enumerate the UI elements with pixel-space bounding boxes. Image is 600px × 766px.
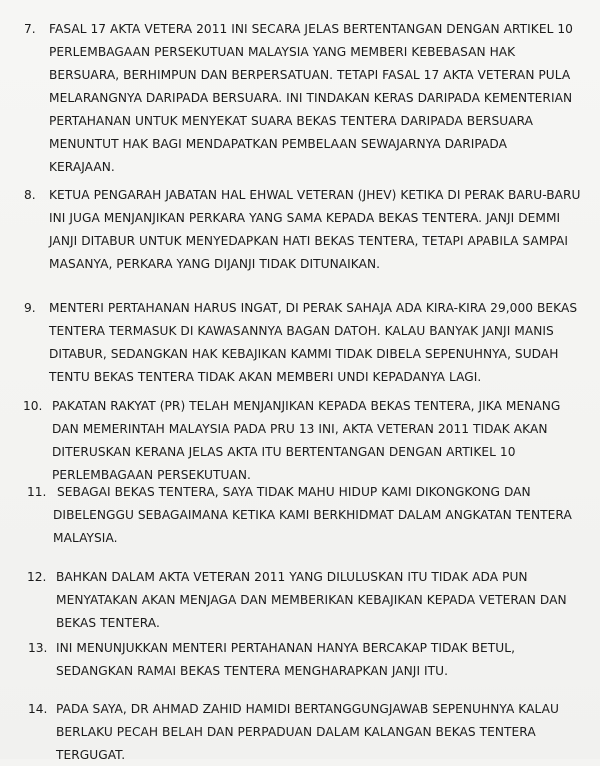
item-text-line: SEBAGAI BEKAS TENTERA, SAYA TIDAK MAHU HIDUP KAMI DIKONGKONG DAN: [57, 485, 531, 499]
item-number: 12.: [27, 570, 47, 584]
item-text-line: PAKATAN RAKYAT (PR) TELAH MENJANJIKAN KEPADA BEKAS TENTERA, JIKA MENANG: [52, 399, 561, 413]
item-text-line: BERLAKU PECAH BELAH DAN PERPADUAN DALAM KALANGAN BEKAS TENTERA: [56, 725, 536, 739]
item-text-line: MASANYA, PERKARA YANG DIJANJI TIDAK DITUNAIKAN.: [49, 257, 381, 271]
item-text-line: INI JUGA MENJANJIKAN PERKARA YANG SAMA KEPADA BEKAS TENTERA. JANJI DEMMI: [49, 211, 561, 225]
item-text-line: PERLEMBAGAAN PERSEKUTUAN MALAYSIA YANG MEMBERI KEBEBASAN HAK: [49, 45, 516, 59]
item-text-line: KERAJAAN.: [49, 160, 115, 174]
item-text-line: FASAL 17 AKTA VETERA 2011 INI SECARA JELAS BERTENTANGAN DENGAN ARTIKEL 10: [49, 22, 573, 36]
item-text-line: BERSUARA, BERHIMPUN DAN BERPERSATUAN. TETAPI FASAL 17 AKTA VETERAN PULA: [49, 68, 571, 82]
item-text-line: MENTERI PERTAHANAN HARUS INGAT, DI PERAK SAHAJA ADA KIRA-KIRA 29,000 BEKAS: [49, 301, 578, 315]
item-number: 9.: [24, 301, 36, 315]
item-number: 7.: [24, 22, 36, 36]
item-number: 10.: [23, 399, 43, 413]
item-text-line: INI MENUNJUKKAN MENTERI PERTAHANAN HANYA BERCAKAP TIDAK BETUL,: [56, 641, 516, 655]
item-number: 14.: [28, 702, 48, 716]
item-text-line: TERGUGAT.: [56, 748, 126, 762]
item-number: 11.: [27, 485, 47, 499]
item-text-line: DIBELENGGU SEBAGAIMANA KETIKA KAMI BERKHIDMAT DALAM ANGKATAN TENTERA: [53, 508, 572, 522]
item-number: 8.: [24, 188, 36, 202]
item-text-line: TENTERA TERMASUK DI KAWASANNYA BAGAN DATOH. KALAU BANYAK JANJI MANIS: [49, 324, 554, 338]
item-text-line: BEKAS TENTERA.: [56, 616, 160, 630]
item-number: 13.: [28, 641, 48, 655]
item-text-line: DAN MEMERINTAH MALAYSIA PADA PRU 13 INI, AKTA VETERAN 2011 TIDAK AKAN: [52, 422, 548, 436]
item-text-line: MENUNTUT HAK BAGI MENDAPATKAN PEMBELAAN SEWAJARNYA DARIPADA: [49, 137, 507, 151]
item-text-line: MENYATAKAN AKAN MENJAGA DAN MEMBERIKAN KEBAJIKAN KEPADA VETERAN DAN: [56, 593, 567, 607]
item-text-line: PERTAHANAN UNTUK MENYEKAT SUARA BEKAS TENTERA DARIPADA BERSUARA: [49, 114, 534, 128]
item-text-line: MELARANGNYA DARIPADA BERSUARA. INI TINDAKAN KERAS DARIPADA KEMENTERIAN: [49, 91, 573, 105]
item-text-line: PADA SAYA, DR AHMAD ZAHID HAMIDI BERTANGGUNGJAWAB SEPENUHNYA KALAU: [56, 702, 559, 716]
item-text-line: BAHKAN DALAM AKTA VETERAN 2011 YANG DILULUSKAN ITU TIDAK ADA PUN: [56, 570, 528, 584]
item-text-line: PERLEMBAGAAN PERSEKUTUAN.: [52, 468, 251, 482]
item-text-line: KETUA PENGARAH JABATAN HAL EHWAL VETERAN (JHEV) KETIKA DI PERAK BARU-BARU: [49, 188, 581, 202]
item-text-line: SEDANGKAN RAMAI BEKAS TENTERA MENGHARAPKAN JANJI ITU.: [56, 664, 449, 678]
item-text-line: TENTU BEKAS TENTERA TIDAK AKAN MEMBERI UNDI KEPADANYA LAGI.: [49, 370, 482, 384]
item-text-line: DITERUSKAN KERANA JELAS AKTA ITU BERTENTANGAN DENGAN ARTIKEL 10: [52, 445, 516, 459]
item-text-line: MALAYSIA.: [53, 531, 118, 545]
item-text-line: JANJI DITABUR UNTUK MENYEDAPKAN HATI BEKAS TENTERA, TETAPI APABILA SAMPAI: [49, 234, 569, 248]
item-text-line: DITABUR, SEDANGKAN HAK KEBAJIKAN KAMMI TIDAK DIBELA SEPENUHNYA, SUDAH: [49, 347, 559, 361]
